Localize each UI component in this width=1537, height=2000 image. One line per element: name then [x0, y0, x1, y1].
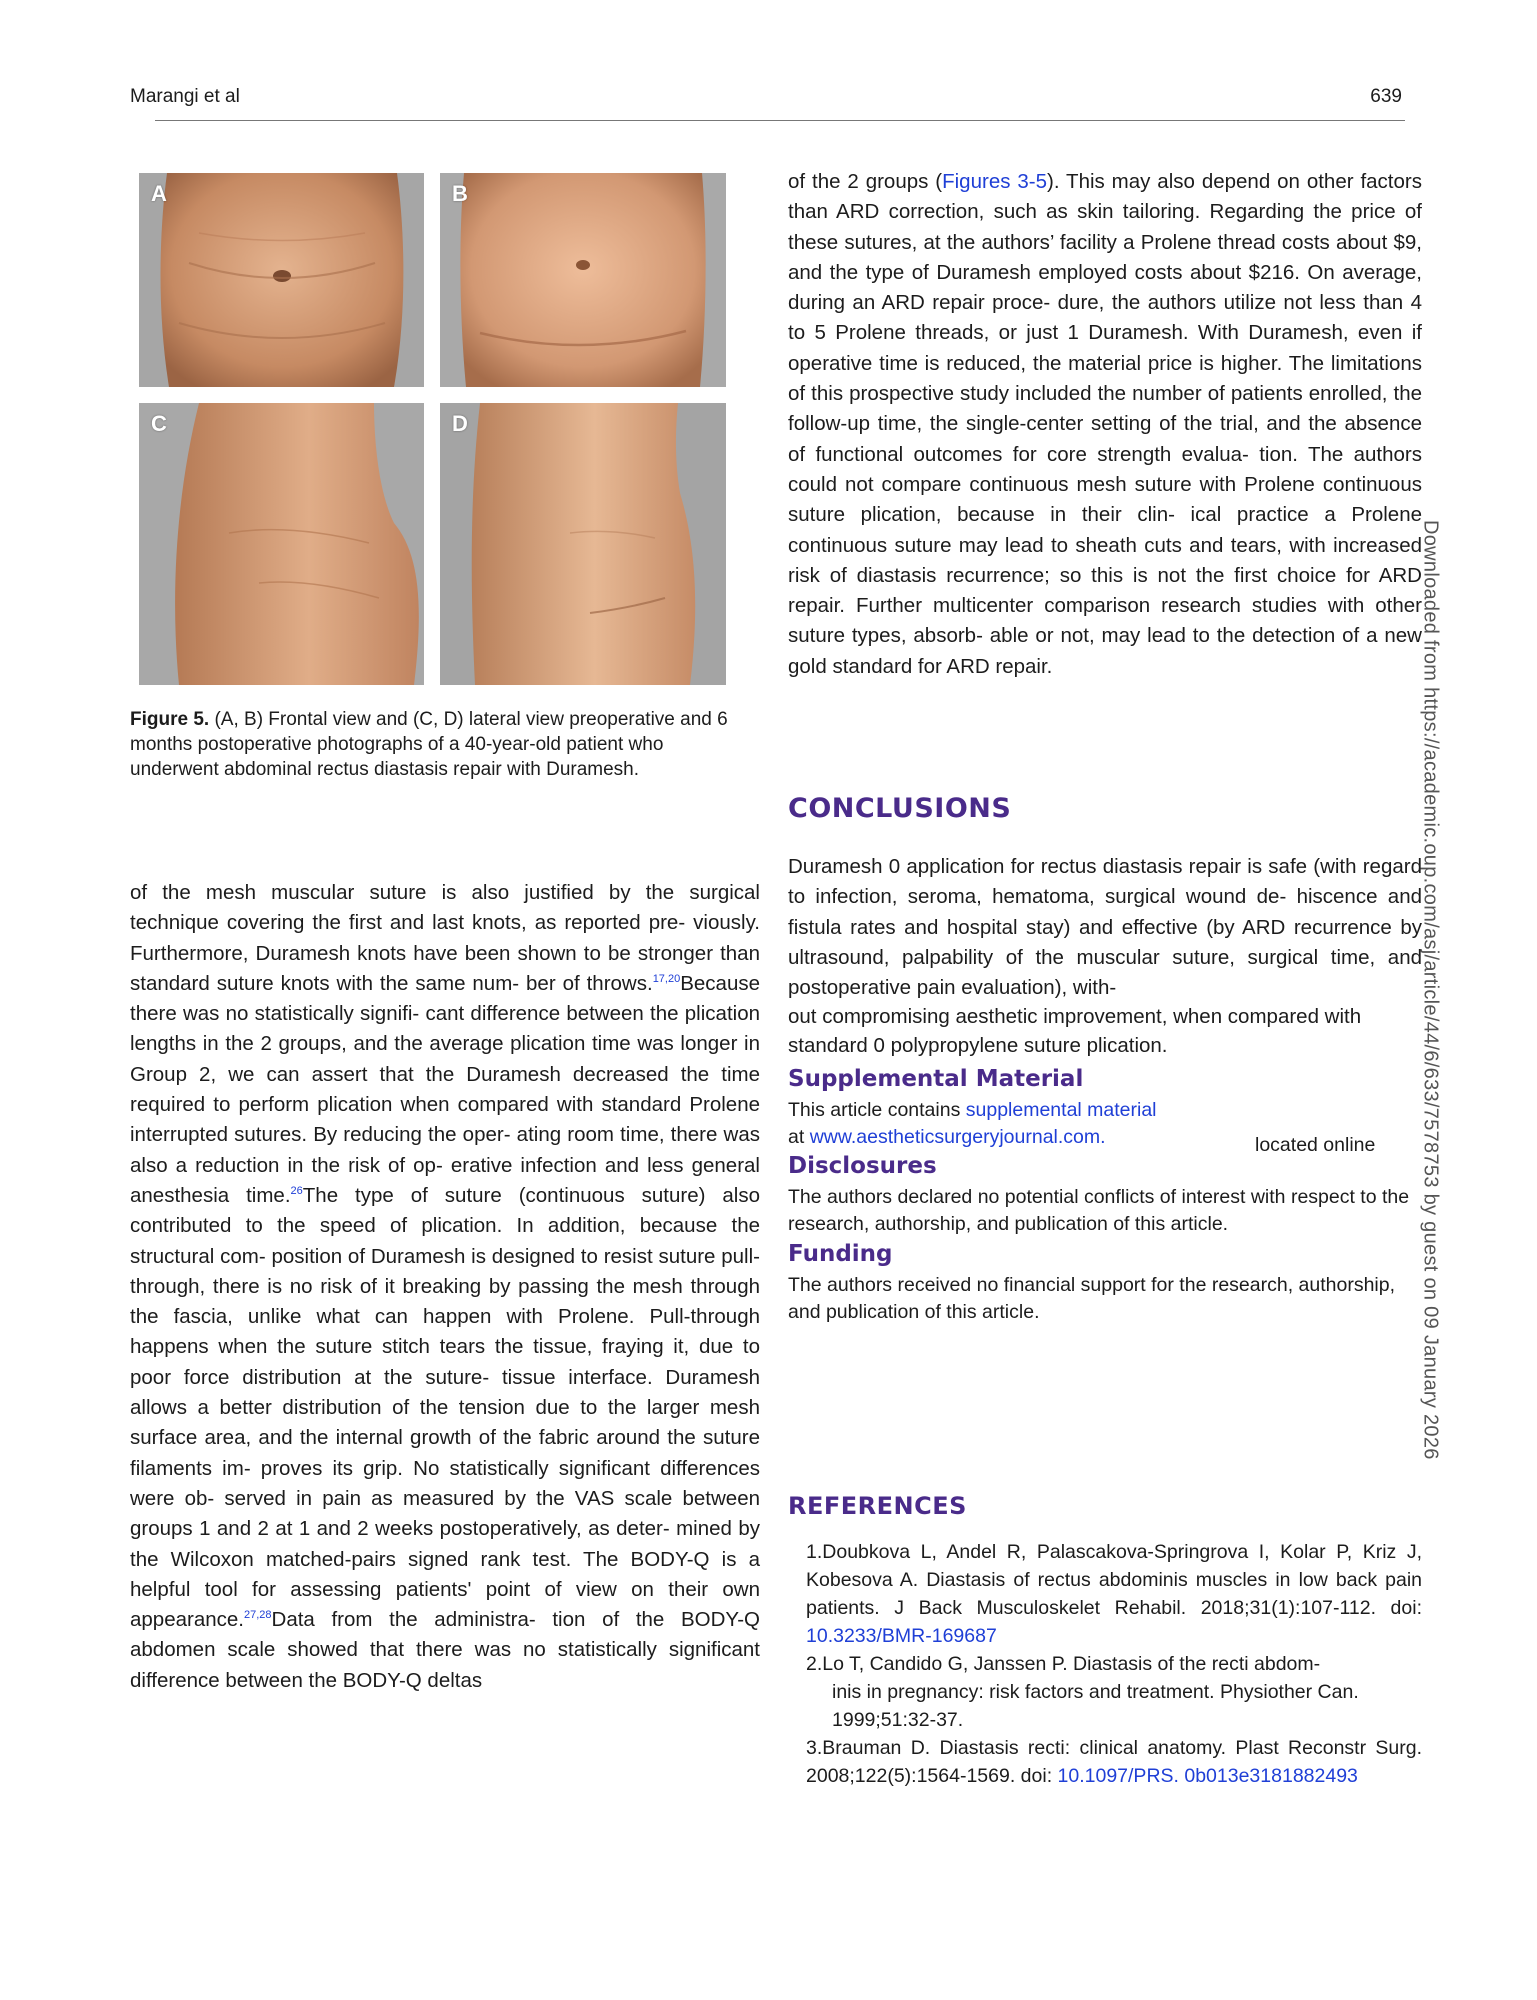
figure-panel-label-a: A [151, 181, 167, 206]
references-heading: REFERENCES [788, 1492, 967, 1520]
figure-photo-c [139, 403, 424, 685]
download-watermark: Downloaded from https://academic.oup.com/asj/article/44/6/633/7578753 by guest on 09 January 2026 [1420, 520, 1442, 1460]
body-text: of the 2 groups ( [788, 170, 943, 193]
reference-item [806, 1650, 1422, 1734]
figure-caption-label: Figure 5. [130, 709, 210, 730]
supplemental-located: located online [1255, 1134, 1376, 1156]
doi-link[interactable]: 10.3233/BMR-169687 [806, 1625, 997, 1647]
figure-panel-label-c: C [151, 411, 167, 436]
journal-website-link[interactable]: www.aestheticsurgeryjournal.com. [809, 1126, 1106, 1148]
running-head-author: Marangi et al [130, 86, 240, 107]
supplemental-at: at [788, 1126, 810, 1148]
body-text: of the mesh muscular suture is also justified by the surgical technique covering the first and last knots, as reported pre- viously. Furthermore, Duramesh knots have been shown to be stronger than standard suture knots with the same num- ber of throws. [130, 881, 760, 995]
funding-text: The authors received no financial support for the research, authorship, and publication of this article. [788, 1274, 1396, 1323]
reference-text: 3.Brauman D. Diastasis recti: clinical anatomy. Plast Reconstr Surg. 2008;122(5):1564-1569. doi: [806, 1737, 1422, 1787]
conclusions-heading: CONCLUSIONS [788, 793, 1012, 824]
figure-caption-text: (A, B) Frontal view and (C, D) lateral view preoperative and 6 months postoperative photographs of a 40-year-old patient who underwent abdominal rectus diastasis repair with Duramesh. [130, 709, 728, 780]
body-text: ). This may also depend on other factors than ARD correction, such as skin tailoring. Regarding the price of these sutures, at the authors’ facility a Prolene thread costs about $9, and the type of Duramesh employed costs about $216. On average, during an ARD repair proce- dure, the authors utilize not less than 4 to 5 Prolene threads, or just 1 Duramesh. With Duramesh, even if operative time is reduced, the material price is higher. The limitations of this prospective study included the number of patients enrolled, the follow-up time, the single-center setting of the trial, and the absence of functional outcomes for core strength evalua- tion. The authors could not compare continuous mesh suture with Prolene continuous suture plication, because in their clin- ical practice a Prolene continuous suture may lead to sheath cuts and tears, with increased risk of diastasis recurrence; so this is not the first choice for ARD repair. Further multicenter comparison research studies with other suture types, absorb- able or not, may lead to the detection of a new gold standard for ARD repair. [788, 170, 1422, 678]
supplemental-text [788, 1097, 1248, 1151]
reference-text: 2.Lo T, Candido G, Janssen P. Diastasis of the recti abdom- [806, 1653, 1321, 1675]
disclosures-heading: Disclosures [788, 1153, 937, 1179]
reference-text: 1.Doubkova L, Andel R, Palascakova-Springrova I, Kolar P, Kriz J, Kobesova A. Diastasis of rectus abdominis muscles in low back pain patients. J Back Musculoskelet Rehabil. 2018;31(1):107-112. doi: [806, 1541, 1422, 1619]
funding-heading: Funding [788, 1241, 893, 1267]
reference-text: inis in pregnancy: risk factors and treatment. Physiother Can. 1999;51:32-37. [832, 1681, 1359, 1731]
figure-panel-label-b: B [452, 181, 468, 206]
supplemental-heading: Supplemental Material [788, 1066, 1084, 1092]
reference-item [806, 1538, 1422, 1650]
header-divider [155, 120, 1405, 121]
page-number: 639 [1370, 86, 1402, 107]
figure-photo-a [139, 173, 424, 387]
body-text: The type of suture (continuous suture) also contributed to the speed of plication. In addition, because the structural com- position of Duramesh is designed to resist suture pull- through, there is no risk of it breaking by passing the mesh through the fascia, unlike what can happen with Prolene. Pull-through happens when the suture stitch tears the tissue, fraying it, due to poor force distribution at the suture- tissue interface. Duramesh allows a better distribution of the tension due to the larger mesh surface area, and the internal growth of the fabric around the suture filaments im- proves its grip. No statistically significant differences were ob- served in pain as measured by the VAS scale between groups 1 and 2 at 1 and 2 weeks postoperatively, as deter- mined by the Wilcoxon matched-pairs signed rank test. The BODY-Q is a helpful tool for assessing patients' point of view on their own appearance. [130, 1183, 760, 1632]
figure-caption [130, 707, 750, 782]
disclosures-text: The authors declared no potential conflicts of interest with respect to the research, authorship, and publication of this article. [788, 1186, 1410, 1235]
body-text: Data from the administra- tion of the BODY-Q abdomen scale showed that there was no statistically significant difference between the BODY-Q deltas [130, 1608, 760, 1692]
figure-panel-label-d: D [452, 411, 468, 436]
body-text: Because there was no statistically signifi- cant difference between the plication lengths in the 2 groups, and the average plication time was longer in Group 2, we can assert that the Duramesh decreased the time required to perform plication when compared with standard Prolene interrupted sutures. By reducing the oper- ating room time, there was also a reduction in the risk of op- erative infection and less general anesthesia time. [130, 971, 760, 1207]
supplemental-prefix: This article contains [788, 1099, 966, 1121]
citation-link[interactable]: 27,28 [243, 1609, 272, 1622]
citation-link[interactable]: 26 [290, 1185, 303, 1198]
doi-link[interactable]: 10.1097/PRS. 0b013e3181882493 [1057, 1765, 1358, 1787]
left-column-body [130, 878, 760, 1696]
reference-item [806, 1734, 1422, 1790]
conclusions-text: Duramesh 0 application for rectus diastasis repair is safe (with regard to infection, seroma, hematoma, surgical wound de- hiscence and fistula rates and hospital stay) and effective (by ARD recurrence by ultrasound, palpability of the muscular suture, surgical time, and postoperative pain evaluation), with- [788, 855, 1422, 1000]
figure-photo-b [440, 173, 726, 387]
right-column-discussion [788, 167, 1422, 682]
conclusions-text-tail: out compromising aesthetic improvement, when compared with standard 0 polypropylene suture plication. [788, 1005, 1362, 1057]
figures-link[interactable]: Figures 3-5 [942, 170, 1047, 193]
supplemental-material-link[interactable]: supplemental material [965, 1099, 1157, 1121]
figure-photo-d [440, 403, 726, 685]
citation-link[interactable]: 17,20 [652, 973, 681, 986]
